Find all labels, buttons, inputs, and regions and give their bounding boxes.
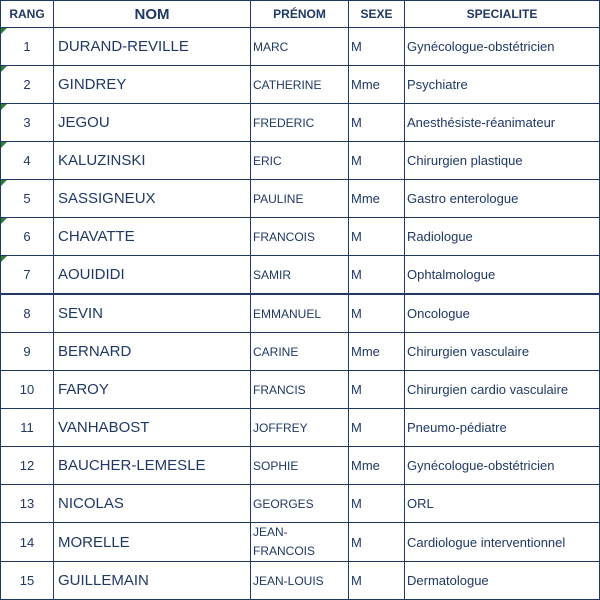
cell-nom-text: BERNARD: [58, 343, 132, 360]
cell-rang[interactable]: [1, 294, 54, 333]
comment-marker-icon: [1, 104, 7, 110]
table-row: [1, 485, 600, 523]
cell-nom[interactable]: [54, 294, 251, 333]
cell-prenom-text: SAMIR: [253, 267, 292, 282]
cell-nom[interactable]: [54, 562, 251, 600]
cell-sexe[interactable]: [349, 180, 405, 218]
header-specialite[interactable]: SPECIALITE: [405, 1, 600, 28]
cell-rang[interactable]: [1, 447, 54, 485]
cell-sexe[interactable]: [349, 104, 405, 142]
header-nom[interactable]: NOM: [54, 1, 251, 28]
cell-prenom-text: MARC: [253, 39, 289, 54]
comment-marker-icon: [1, 256, 7, 262]
cell-prenom[interactable]: [251, 256, 349, 295]
cell-sexe[interactable]: [349, 256, 405, 295]
cell-nom[interactable]: [54, 409, 251, 447]
cell-specialite[interactable]: [405, 28, 600, 66]
cell-specialite[interactable]: [405, 180, 600, 218]
cell-prenom[interactable]: [251, 142, 349, 180]
cell-rang[interactable]: [1, 104, 54, 142]
table-row: [1, 447, 600, 485]
cell-specialite-text: ORL: [407, 496, 434, 511]
cell-specialite-text: Gynécologue-obstétricien: [407, 458, 555, 473]
cell-specialite-text: Pneumo-pédiatre: [407, 420, 507, 435]
cell-prenom-text: FREDERIC: [253, 115, 315, 130]
header-prenom[interactable]: PRÉNOM: [251, 1, 349, 28]
cell-nom[interactable]: [54, 180, 251, 218]
cell-nom-text: JEGOU: [58, 114, 110, 131]
cell-nom-text: MORELLE: [58, 533, 130, 551]
cell-sexe[interactable]: [349, 218, 405, 256]
cell-nom[interactable]: [54, 256, 251, 295]
cell-rang-text: 13: [19, 496, 35, 511]
cell-specialite[interactable]: [405, 218, 600, 256]
cell-nom-text: GUILLEMAIN: [58, 572, 149, 589]
cell-specialite-text: Cardiologue interventionnel: [407, 534, 566, 550]
cell-prenom[interactable]: [251, 485, 349, 523]
comment-marker-icon: [1, 180, 7, 186]
cell-nom-text: BAUCHER-LEMESLE: [58, 457, 206, 474]
header-sexe[interactable]: SEXE: [349, 1, 405, 28]
cell-rang-text: 12: [19, 458, 35, 473]
cell-specialite-text: Chirurgien cardio vasculaire: [407, 382, 569, 397]
cell-sexe[interactable]: [349, 447, 405, 485]
cell-nom-text: SASSIGNEUX: [58, 190, 156, 207]
table-row: [1, 28, 600, 66]
cell-prenom[interactable]: [251, 409, 349, 447]
cell-sexe-text: M: [351, 496, 362, 511]
cell-rang-text: 9: [23, 344, 31, 359]
table-row: [1, 371, 600, 409]
cell-prenom[interactable]: [251, 218, 349, 256]
cell-sexe-text: Mme: [351, 458, 380, 473]
cell-rang-text: 1: [23, 39, 31, 54]
cell-specialite[interactable]: [405, 371, 600, 409]
cell-rang[interactable]: [1, 218, 54, 256]
cell-sexe-text: M: [351, 534, 362, 550]
cell-specialite[interactable]: [405, 409, 600, 447]
cell-sexe-text: M: [351, 115, 362, 130]
cell-specialite[interactable]: [405, 66, 600, 104]
cell-rang[interactable]: [1, 409, 54, 447]
cell-prenom[interactable]: [251, 562, 349, 600]
cell-prenom[interactable]: [251, 180, 349, 218]
cell-prenom[interactable]: [251, 294, 349, 333]
cell-specialite[interactable]: [405, 256, 600, 295]
table-row: [1, 104, 600, 142]
cell-nom[interactable]: [54, 447, 251, 485]
table-row: [1, 66, 600, 104]
cell-specialite-text: Gynécologue-obstétricien: [407, 39, 555, 54]
table-row: [1, 142, 600, 180]
cell-prenom[interactable]: [251, 28, 349, 66]
cell-specialite[interactable]: [405, 447, 600, 485]
cell-sexe-text: M: [351, 573, 362, 588]
comment-marker-icon: [1, 28, 7, 34]
cell-nom[interactable]: [54, 142, 251, 180]
cell-prenom-text: PAULINE: [253, 191, 304, 206]
cell-specialite-text: Ophtalmologue: [407, 267, 496, 282]
table-row: [1, 409, 600, 447]
cell-sexe-text: M: [351, 229, 362, 244]
cell-nom[interactable]: [54, 371, 251, 409]
cell-nom[interactable]: [54, 28, 251, 66]
cell-rang-text: 5: [23, 191, 31, 206]
cell-specialite-text: Chirurgien vasculaire: [407, 344, 530, 359]
cell-nom-text: GINDREY: [58, 76, 127, 93]
cell-nom[interactable]: [54, 66, 251, 104]
cell-nom[interactable]: [54, 485, 251, 523]
cell-nom[interactable]: [54, 218, 251, 256]
cell-specialite[interactable]: [405, 104, 600, 142]
table-body: [1, 28, 600, 600]
cell-sexe-text: Mme: [351, 344, 380, 359]
cell-rang-text: 11: [20, 420, 34, 435]
cell-prenom-text: FRANCIS: [253, 382, 306, 397]
cell-sexe[interactable]: [349, 294, 405, 333]
cell-nom-text: KALUZINSKI: [58, 152, 146, 169]
cell-nom[interactable]: [54, 523, 251, 562]
cell-prenom[interactable]: [251, 523, 349, 562]
cell-prenom-text: JEAN-FRANCOIS: [253, 525, 316, 558]
cell-sexe-text: Mme: [351, 191, 380, 206]
table-row: [1, 256, 600, 295]
cell-prenom-text: CATHERINE: [253, 77, 322, 92]
cell-specialite-text: Anesthésiste-réanimateur: [407, 115, 556, 130]
cell-rang[interactable]: [1, 66, 54, 104]
cell-prenom[interactable]: [251, 333, 349, 371]
cell-sexe[interactable]: [349, 409, 405, 447]
cell-sexe-text: Mme: [351, 77, 380, 92]
cell-prenom-text: JOFFREY: [253, 420, 308, 435]
comment-marker-icon: [1, 142, 7, 148]
cell-specialite[interactable]: [405, 142, 600, 180]
cell-rang-text: 2: [23, 77, 31, 92]
cell-nom-text: CHAVATTE: [58, 228, 135, 245]
cell-specialite-text: Dermatologue: [407, 573, 489, 588]
cell-rang[interactable]: [1, 142, 54, 180]
cell-prenom-text: ERIC: [253, 153, 282, 168]
cell-specialite-text: Oncologue: [407, 306, 470, 321]
cell-specialite[interactable]: [405, 333, 600, 371]
cell-prenom[interactable]: [251, 371, 349, 409]
cell-specialite-text: Chirurgien plastique: [407, 153, 523, 168]
comment-marker-icon: [1, 66, 7, 72]
table-row: [1, 218, 600, 256]
cell-specialite-text: Radiologue: [407, 229, 473, 244]
cell-sexe[interactable]: [349, 66, 405, 104]
cell-prenom-text: GEORGES: [253, 496, 314, 511]
table-row: [1, 294, 600, 333]
cell-prenom-text: SOPHIE: [253, 458, 299, 473]
cell-rang-text: 3: [23, 115, 31, 130]
cell-nom-text: FAROY: [58, 381, 109, 398]
cell-nom-text: DURAND-REVILLE: [58, 38, 189, 55]
cell-rang[interactable]: [1, 28, 54, 66]
comment-marker-icon: [1, 218, 7, 224]
cell-rang-text: 10: [19, 382, 35, 397]
cell-rang-text: 6: [23, 229, 31, 244]
cell-prenom-text: FRANCOIS: [253, 229, 316, 244]
table-row: [1, 180, 600, 218]
cell-sexe-text: M: [351, 39, 362, 54]
cell-prenom[interactable]: [251, 104, 349, 142]
cell-rang[interactable]: [1, 485, 54, 523]
cell-nom[interactable]: [54, 104, 251, 142]
cell-rang[interactable]: [1, 333, 54, 371]
cell-rang[interactable]: [1, 562, 54, 600]
cell-prenom[interactable]: [251, 447, 349, 485]
cell-sexe[interactable]: [349, 562, 405, 600]
cell-rang[interactable]: [1, 180, 54, 218]
cell-sexe[interactable]: [349, 523, 405, 562]
cell-prenom[interactable]: [251, 66, 349, 104]
cell-sexe-text: M: [351, 153, 362, 168]
cell-nom-text: NICOLAS: [58, 495, 124, 512]
cell-sexe[interactable]: [349, 28, 405, 66]
cell-prenom-text: CARINE: [253, 344, 299, 359]
cell-specialite[interactable]: [405, 523, 600, 562]
cell-sexe[interactable]: [349, 371, 405, 409]
cell-rang-text: 15: [19, 573, 35, 588]
cell-nom-text: VANHABOST: [58, 419, 150, 436]
cell-sexe-text: M: [351, 267, 362, 282]
cell-rang-text: 4: [23, 153, 31, 168]
table-row: [1, 562, 600, 600]
cell-specialite[interactable]: [405, 294, 600, 333]
cell-specialite[interactable]: [405, 562, 600, 600]
cell-rang-text: 14: [19, 534, 35, 550]
header-rang[interactable]: RANG: [1, 1, 54, 28]
header-row: [1, 1, 600, 28]
cell-prenom-text: JEAN-LOUIS: [253, 573, 324, 588]
cell-nom[interactable]: [54, 333, 251, 371]
table-row: [1, 523, 600, 562]
table-row: [1, 333, 600, 371]
cell-rang[interactable]: [1, 371, 54, 409]
cell-rang[interactable]: [1, 256, 54, 295]
cell-prenom-text: EMMANUEL: [253, 306, 322, 321]
cell-specialite-text: Psychiatre: [407, 77, 468, 92]
cell-sexe-text: M: [351, 382, 362, 397]
cell-sexe[interactable]: [349, 485, 405, 523]
cell-rang-text: 7: [23, 267, 31, 282]
cell-sexe[interactable]: [349, 142, 405, 180]
cell-sexe[interactable]: [349, 333, 405, 371]
cell-rang[interactable]: [1, 523, 54, 562]
cell-nom-text: AOUIDIDI: [58, 266, 125, 283]
cell-sexe-text: M: [351, 420, 362, 435]
cell-specialite-text: Gastro enterologue: [407, 191, 519, 206]
cell-nom-text: SEVIN: [58, 305, 104, 322]
cell-specialite[interactable]: [405, 485, 600, 523]
cell-sexe-text: M: [351, 306, 362, 321]
cell-rang-text: 8: [23, 306, 31, 321]
